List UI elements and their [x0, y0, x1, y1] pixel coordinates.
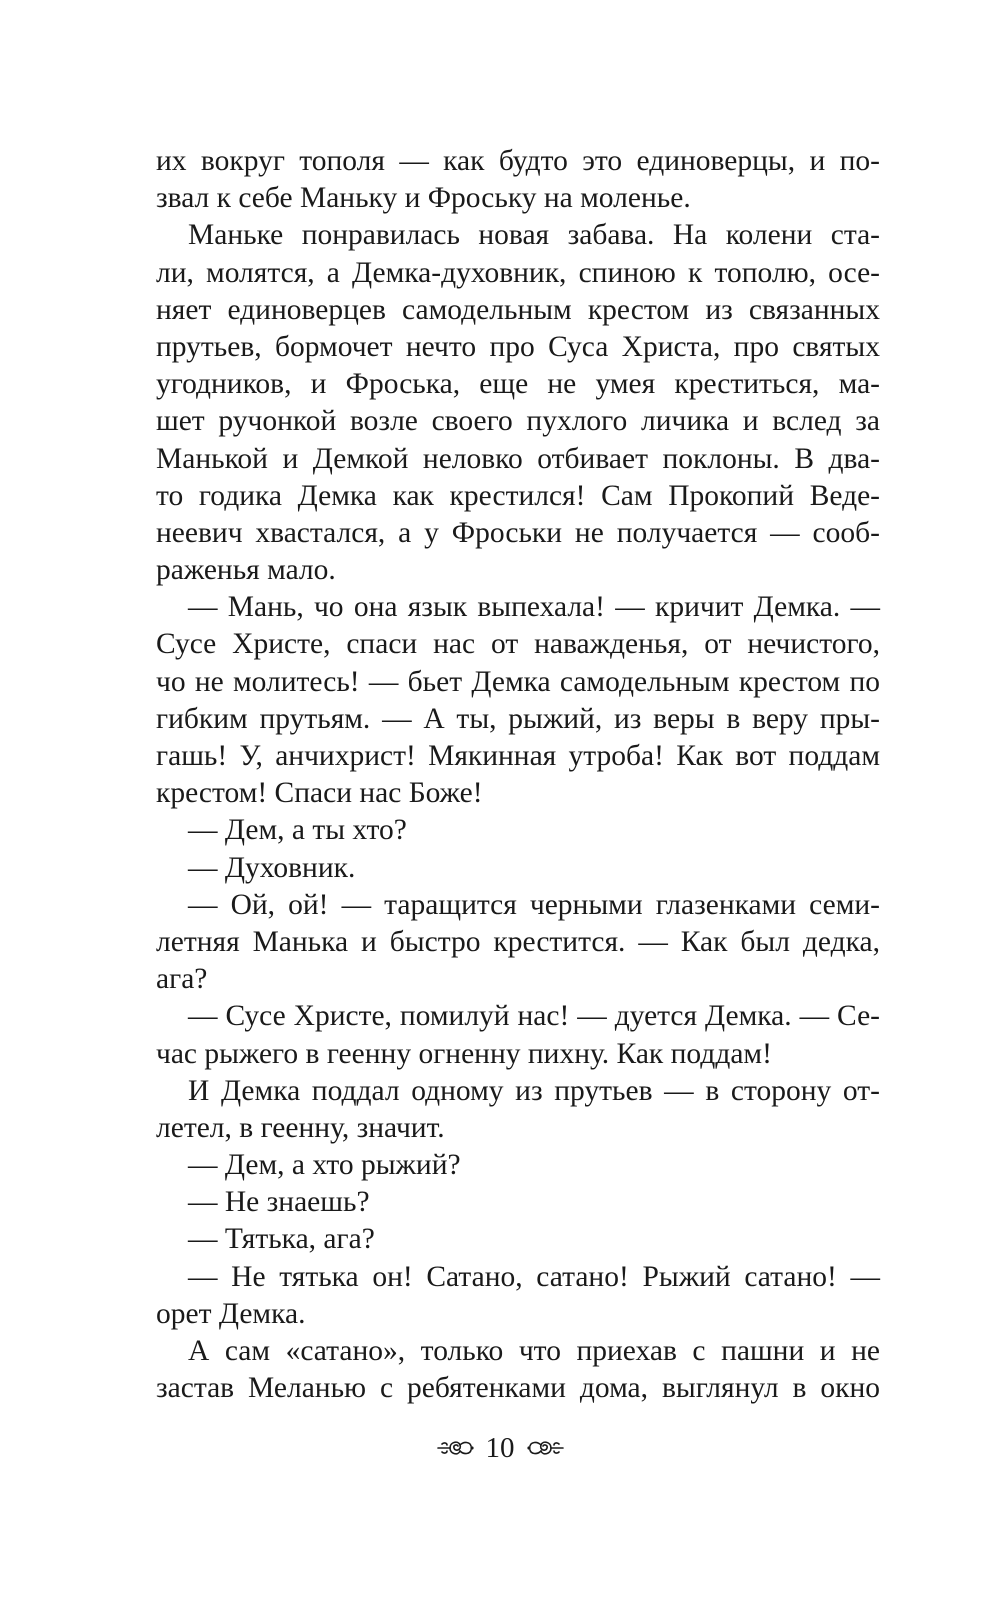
text-line: застав Меланью с ребятенками дома, выглянул в окно [156, 1372, 880, 1405]
text-line: час рыжего в геенну огненну пихну. Как поддам! [156, 1037, 772, 1070]
text-line: — Тятька, ага? [188, 1223, 375, 1256]
text-line: гибким прутьям. — А ты, рыжий, из веры в веру пры- [156, 702, 880, 735]
text-line: — Дем, а ты хто? [188, 814, 407, 847]
text-line: гашь! У, анчихрист! Мякинная утроба! Как вот поддам [156, 740, 880, 772]
book-page-text [156, 143, 880, 1407]
text-line: ага? [156, 963, 208, 996]
text-line: орет Демка. [156, 1297, 306, 1330]
text-line: ли, молятся, а Демка-духовник, спиною к тополю, осе- [156, 256, 880, 289]
page-number: 10 [485, 1431, 515, 1464]
text-line: Маньке понравилась новая забава. На колени ста- [188, 219, 880, 252]
text-line: — Духовник. [188, 851, 356, 884]
text-line: — Не тятька он! Сатано, сатано! Рыжий сатано! — [188, 1260, 880, 1293]
text-line: раженья мало. [156, 554, 336, 587]
text-line: няет единоверцев самодельным крестом из связанных [156, 293, 880, 326]
scroll-ornament-left-icon [436, 1437, 474, 1459]
text-line: — Не знаешь? [188, 1186, 370, 1219]
text-line: летняя Манька и быстро крестится. — Как был дедка, [156, 925, 880, 958]
text-line: — Мань, чо она язык выпехала! — кричит Демка. — [188, 591, 880, 624]
text-line: чо не молитесь! — бьет Демка самодельным крестом по [156, 665, 880, 698]
text-line: летел, в геенну, значит. [156, 1111, 445, 1144]
text-line: И Демка поддал одному из прутьев — в сторону от- [188, 1074, 880, 1107]
text-line: неевич хвастался, а у Фроськи не получается — сооб- [156, 516, 880, 549]
text-line: прутьев, бормочет нечто про Суса Христа, про святых [156, 330, 880, 363]
text-line: А сам «сатано», только что приехав с пашни и не [188, 1335, 880, 1367]
text-line: то годика Демка как крестился! Сам Прокопий Веде- [156, 479, 880, 512]
text-line: крестом! Спаси нас Боже! [156, 777, 483, 810]
page-footer [0, 1428, 1000, 1468]
text-line: — Сусе Христе, помилуй нас! — дуется Демка. — Се- [188, 1000, 880, 1033]
text-line: Манькой и Демкой неловко отбивает поклоны. В два- [156, 442, 880, 475]
text-line: шет ручонкой возле своего пухлого личика и вслед за [156, 405, 880, 438]
text-line: Сусе Христе, спаси нас от наважденья, от нечистого, [156, 628, 880, 661]
text-line: — Ой, ой! — таращится черными глазенками семи- [188, 888, 880, 921]
text-line: — Дем, а хто рыжий? [188, 1149, 461, 1182]
text-line: звал к себе Маньку и Фроську на моленье. [156, 182, 691, 215]
scroll-ornament-right-icon [527, 1437, 565, 1459]
text-line: угодников, и Фроська, еще не умея креститься, ма- [156, 368, 880, 401]
text-line: их вокруг тополя — как будто это единоверцы, и по- [156, 145, 880, 177]
